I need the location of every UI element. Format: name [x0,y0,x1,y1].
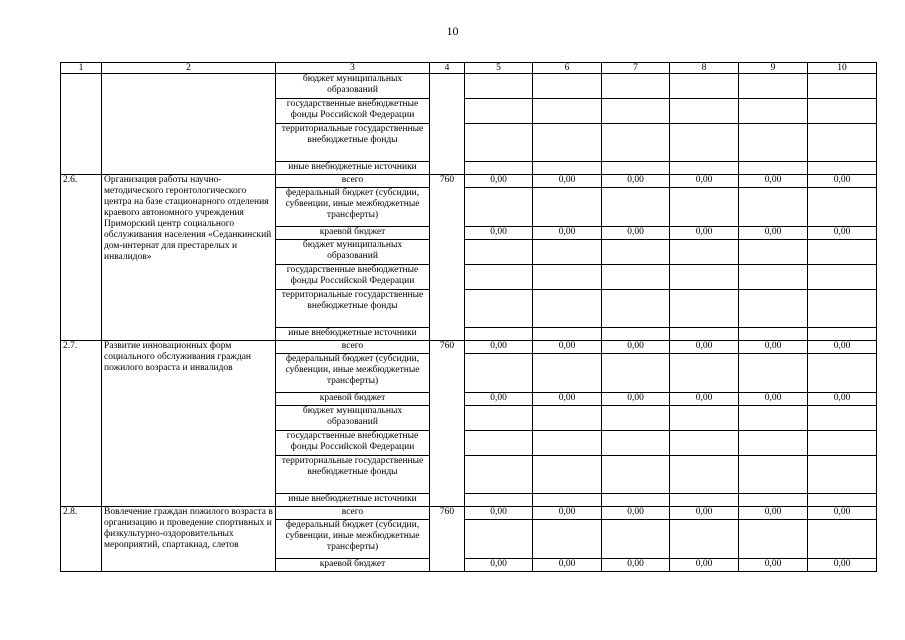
table-row [61,175,877,188]
source-offbudget: государственные внебюджетные фонды Российской Федерации [276,431,430,456]
table-row [61,341,877,354]
value-cell: 0,00 [465,559,533,572]
column-number-row [61,63,877,74]
source-federal: федеральный бюджет (субсидии, субвенции, иные межбюджетные трансферты) [276,520,430,559]
column-header: 7 [602,63,670,74]
item-grbs: 760 [430,507,465,572]
source-offbudget: государственные внебюджетные фонды Российской Федерации [276,99,430,124]
budget-table [60,62,877,572]
value-cell: 0,00 [465,175,533,188]
source-total: всего [276,341,430,354]
value-cell: 0,00 [739,393,808,406]
source-federal: федеральный бюджет (субсидии, субвенции, иные межбюджетные трансферты) [276,354,430,393]
source-municipal: бюджет муниципальных образований [276,74,430,99]
value-cell: 0,00 [465,507,533,520]
column-header: 5 [465,63,533,74]
item-name: Вовлечение граждан пожилого возраста в организацию и проведение спортивных и физкультурно-оздоровительных мероприятий, спартакиад, слетов [102,507,276,572]
column-header: 10 [808,63,877,74]
page-number: 10 [446,24,459,38]
source-municipal: бюджет муниципальных образований [276,240,430,265]
value-cell: 0,00 [465,227,533,240]
value-cell: 0,00 [670,559,739,572]
item-code: 2.8. [61,507,102,572]
column-header: 1 [61,63,102,74]
value-cell: 0,00 [808,393,877,406]
source-other: иные внебюджетные источники [276,162,430,175]
source-territorial: территориальные государственные внебюджетные фонды [276,124,430,162]
item-name: Развитие инновационных форм социального обслуживания граждан пожилого возраста и инвалидов [102,341,276,507]
value-cell: 0,00 [602,175,670,188]
source-regional: краевой бюджет [276,559,430,572]
value-cell: 0,00 [602,227,670,240]
column-header: 4 [430,63,465,74]
value-cell: 0,00 [670,175,739,188]
source-other: иные внебюджетные источники [276,328,430,341]
value-cell: 0,00 [602,559,670,572]
source-territorial: территориальные государственные внебюджетные фонды [276,290,430,328]
table-row [61,74,877,99]
value-cell: 0,00 [808,175,877,188]
column-header: 2 [102,63,276,74]
value-cell: 0,00 [808,507,877,520]
value-cell: 0,00 [533,559,602,572]
item-code: 2.6. [61,175,102,341]
value-cell: 0,00 [533,175,602,188]
item-grbs: 760 [430,341,465,507]
name-cell [102,74,276,175]
value-cell: 0,00 [465,393,533,406]
column-header: 9 [739,63,808,74]
value-cell: 0,00 [670,393,739,406]
value-cell: 0,00 [533,341,602,354]
value-cell: 0,00 [533,227,602,240]
source-federal: федеральный бюджет (субсидии, субвенции, иные межбюджетные трансферты) [276,188,430,227]
value-cell: 0,00 [533,507,602,520]
value-cell: 0,00 [670,341,739,354]
column-header: 6 [533,63,602,74]
source-offbudget: государственные внебюджетные фонды Российской Федерации [276,265,430,290]
source-total: всего [276,175,430,188]
value-cell: 0,00 [808,559,877,572]
value-cell: 0,00 [602,393,670,406]
value-cell: 0,00 [739,559,808,572]
value-cell: 0,00 [465,341,533,354]
value-cell: 0,00 [808,227,877,240]
column-header: 8 [670,63,739,74]
value-cell: 0,00 [670,227,739,240]
item-code: 2.7. [61,341,102,507]
source-other: иные внебюджетные источники [276,494,430,507]
source-regional: краевой бюджет [276,393,430,406]
value-cell: 0,00 [602,507,670,520]
grbs-cell [430,74,465,175]
table-row [61,507,877,520]
source-territorial: территориальные государственные внебюджетные фонды [276,456,430,494]
value-cell: 0,00 [670,507,739,520]
item-grbs: 760 [430,175,465,341]
value-cell: 0,00 [739,507,808,520]
value-cell: 0,00 [739,227,808,240]
value-cell: 0,00 [602,341,670,354]
source-regional: краевой бюджет [276,227,430,240]
source-total: всего [276,507,430,520]
value-cell: 0,00 [808,341,877,354]
column-header: 3 [276,63,430,74]
value-cell: 0,00 [533,393,602,406]
value-cell: 0,00 [739,341,808,354]
source-municipal: бюджет муниципальных образований [276,406,430,431]
code-cell [61,74,102,175]
value-cell: 0,00 [739,175,808,188]
item-name: Организация работы научно-методического геронтологического центра на базе стационарного отделения краевого автономного учреждения Приморский центр социального обслуживания населения «Седанкинский дом-интернат для престарелых и инвалидов» [102,175,276,341]
